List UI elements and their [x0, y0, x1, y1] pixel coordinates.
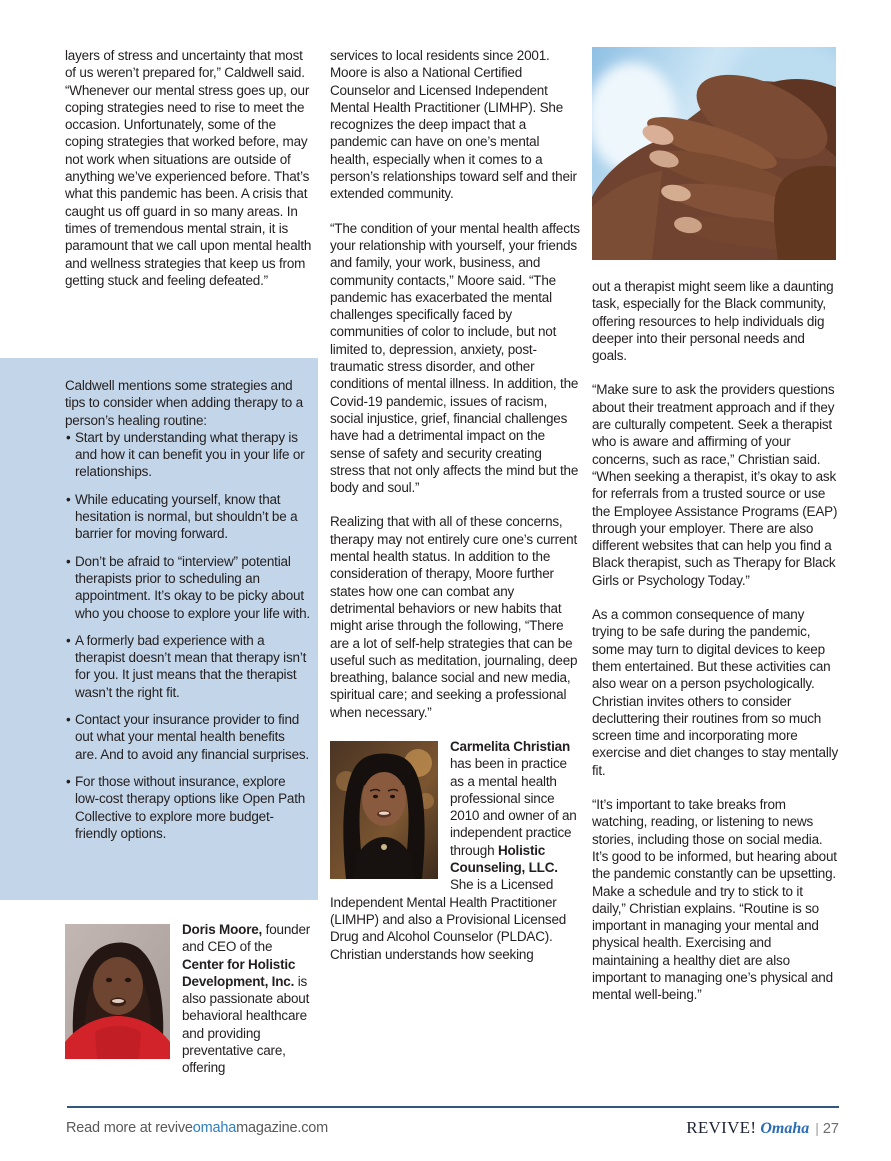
paragraph: out a therapist might seem like a daunting task, especially for the Black community, offering resources to help individuals dig deeper into their personal needs and goals. [592, 279, 834, 364]
bullet-icon: • [66, 429, 71, 445]
column-1 [65, 47, 312, 306]
list-item [65, 553, 310, 622]
list-item [65, 491, 310, 543]
clasped-hands-photo [592, 47, 836, 260]
paragraph: As a common consequence of many trying to be safe during the pandemic, some may turn to digital devices to keep them entertained. But these activities can also wear on a person psychologically. Christian invites others to consider decluttering their routines from so much screen time and incorporating more exercise and diet changes to stay mentally fit. [592, 607, 838, 778]
column-2 [330, 47, 580, 963]
footer-read-more: Read more at reviveomahamagazine.com [66, 1120, 329, 1136]
paragraph: services to local residents since 2001. Moore is also a National Certified Counselor and Licensed Independent Mental Health Practitioner (LIMHP). She recognizes the deep impact that a pandemic can have on one’s mental health, especially when it comes to a person’s relationships toward self and their extended community. [330, 48, 577, 202]
footer-divider [67, 1106, 839, 1108]
bullet-text: Contact your insurance provider to find out what your mental health benefits are. And to avoid any financial surprises. [75, 712, 309, 762]
doris-name: Doris Moore, [182, 922, 263, 937]
paragraph: layers of stress and uncertainty that most of us weren’t prepared for,” Caldwell said. “Whenever our mental stress goes up, our coping strategies need to rise to meet the occasion. Unfortunately, some of the coping strategies that worked before, may not work when situations are outside of anything we’ve experienced before. That’s what this pandemic has been. A crisis that caught us off guard in so many areas. In times of tremendous mental strain, it is paramount that we call upon mental health and wellness strategies that keep us from getting stuck and feeling defeated.” [65, 48, 312, 288]
brand-omaha: Omaha [760, 1120, 810, 1137]
carmelita-org: Holistic Counseling, LLC. [450, 842, 558, 876]
doris-caption: Doris Moore, founder and CEO of the Center for Holistic Development, Inc. is also passionate about behavioral healthcare and providing preventative care, offering [182, 922, 311, 1076]
paragraph: Realizing that with all of these concerns, therapy may not entirely cure one’s current mental health status. In addition to the consideration of therapy, Moore further states how one can combat any detrimental behaviors or new habits that might arise through the following, “There are a lot of self-help strategies that can be useful such as meditation, journaling, deep breathing, balance social and new media, spiritual care; and seeking a professional when necessary.” [330, 514, 578, 720]
bullet-icon: • [66, 773, 71, 789]
paragraph: “It’s important to take breaks from watching, reading, or listening to news stories, including those on social media. It’s good to be informed, but hearing about the pandemic constantly can be upsetting. Make a schedule and try to stick to it daily,” Christian explains. “Routine is so important in managing your mental and physical health. Exercising and maintaining a healthy diet are also important to managing one’s physical and mental well-being.” [592, 797, 837, 1003]
bullet-text: While educating yourself, know that hesitation is normal, but shouldn’t be a barrier for moving forward. [75, 491, 298, 542]
carmelita-christian-bio [330, 738, 580, 963]
magazine-website-link[interactable]: reviveomahamagazine.com [155, 1120, 329, 1136]
footer-brand [686, 1118, 839, 1138]
doris-moore-photo [65, 924, 170, 1059]
bullet-icon: • [66, 553, 71, 569]
sidebar-intro: Caldwell mentions some strategies and tips to consider when adding therapy to a person’s healing routine: [65, 378, 303, 428]
carmelita-caption: Carmelita Christian has been in practice as a mental health professional since 2010 and owner of an independent practice through Holistic Counseling, LLC. She is a Licensed Independent Mental Health Practitioner (LIMHP) and also a Provisional Licensed Drug and Alcohol Counselor (PLDAC). Christian understands how seeking [330, 738, 577, 962]
paragraph: “Make sure to ask the providers questions about their treatment approach and if they are culturally competent. Seek a therapist who is aware and affirming of your concerns, such as race,” Christian said. “When seeking a therapist, it’s okay to ask for referrals from a trusted source or use the Employee Assistance Programs (EAP) through your employer. There are also different websites that can help you find a Black therapist, such as Therapy for Black Girls or Psychology Today.” [592, 382, 838, 588]
doris-moore-bio [65, 921, 312, 1077]
website-omaha-highlight: omaha [192, 1120, 237, 1136]
paragraph: “The condition of your mental health affects your relationship with yourself, your friends and family, your work, business, and community contacts,” Moore said. “The pandemic has exacerbated the mental challenges specifically faced by communities of color to include, but not limited to, depression, anxiety, post-traumatic stress disorder, and other conditions of mental illness. In addition, the Covid-19 pandemic, issues of racism, social injustice, grief, financial challenges have had a detrimental impact on the sense of safety and security creating stress that not only affects the mind but the body and soul.” [330, 220, 580, 496]
brand-revive: REVIVE! [686, 1118, 757, 1137]
bullet-icon: • [66, 491, 71, 507]
list-item [65, 632, 310, 701]
bullet-text: Don’t be afraid to “interview” potential therapists prior to scheduling an appointment. It’s okay to be picky about who you choose to explore your life with. [75, 553, 310, 621]
carmelita-christian-photo [330, 741, 438, 879]
brand-separator: | [815, 1120, 819, 1136]
doris-org: Center for Holistic Development, Inc. [182, 956, 296, 989]
bullet-text: For those without insurance, explore low-cost therapy options like Open Path Collective to explore more budget-friendly options. [75, 773, 306, 841]
bullet-icon: • [66, 632, 71, 648]
tips-sidebar-box [0, 358, 318, 900]
bullet-text: Start by understanding what therapy is and how it can benefit you in your life or relationships. [75, 429, 305, 480]
carmelita-name: Carmelita Christian [450, 738, 570, 754]
list-item [65, 711, 310, 763]
list-item [65, 429, 310, 481]
page-number: 27 [822, 1121, 839, 1137]
bullet-text: A formerly bad experience with a therapist doesn’t mean that therapy isn’t for you. It just means that the therapist wasn’t the right fit. [75, 632, 307, 700]
column-3 [592, 47, 839, 1021]
bullet-icon: • [66, 712, 71, 728]
list-item [65, 773, 310, 842]
